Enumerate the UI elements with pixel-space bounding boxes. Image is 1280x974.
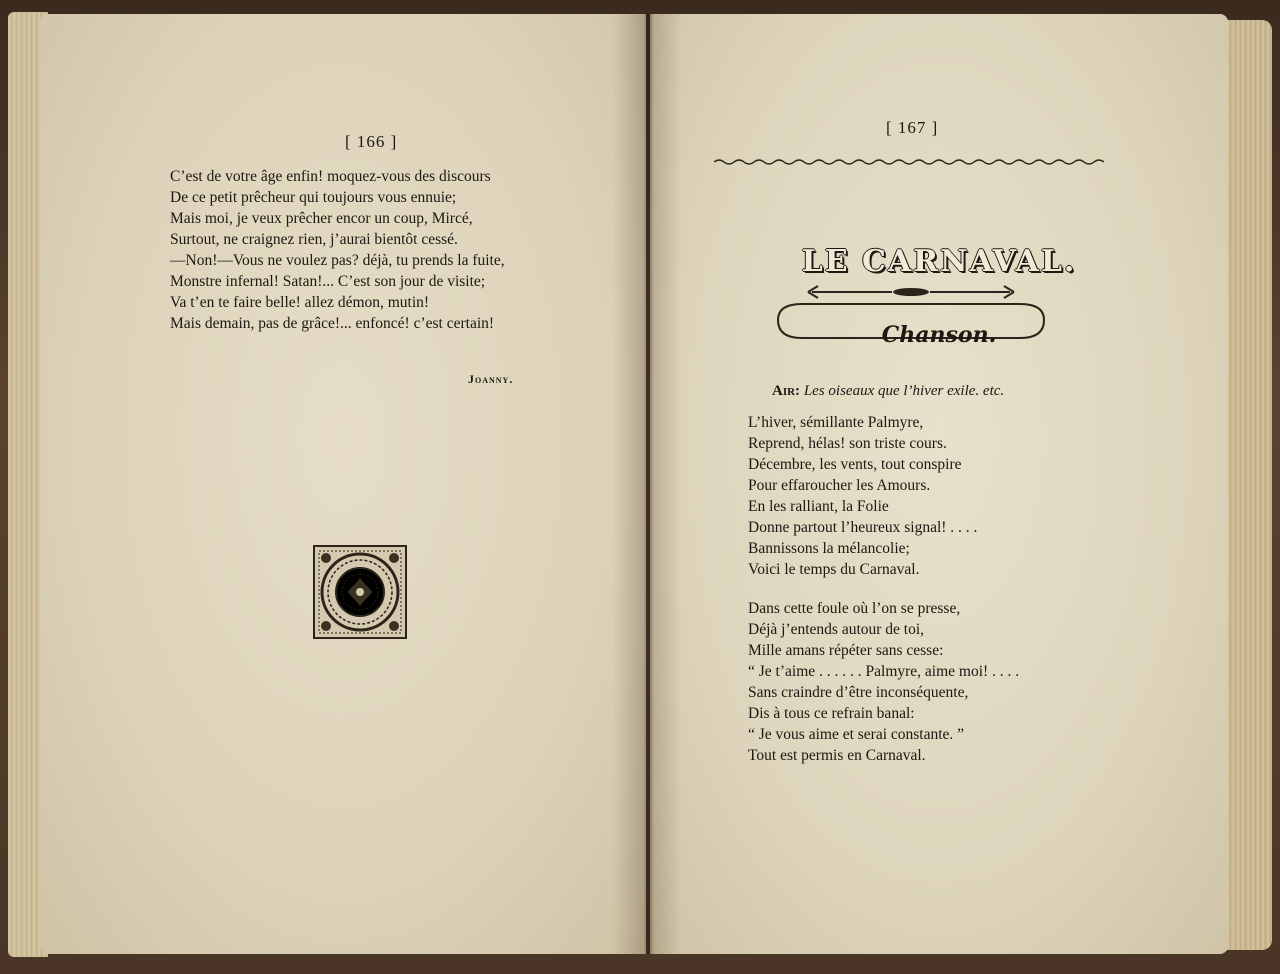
verse-line: Bannissons la mélancolie; — [748, 540, 910, 557]
verse-line: Dis à tous ce refrain banal: — [748, 705, 915, 722]
verse-line: Sans craindre d’être inconséquente, — [748, 684, 969, 701]
verse-line: Déjà j’entends autour de toi, — [748, 621, 925, 638]
verse-line: Dans cette foule où l’on se presse, — [748, 600, 961, 617]
verse-line: C’est de votre âge enfin! moquez-vous des discours — [170, 168, 491, 185]
verse-line: —Non!—Vous ne voulez pas? déjà, tu prends la fuite, — [170, 252, 505, 269]
verse-line: “ Je vous aime et serai constante. ” — [748, 726, 965, 743]
verse-line: Mille amans répéter sans cesse: — [748, 642, 944, 659]
verse-line: Voici le temps du Carnaval. — [748, 561, 920, 578]
stanza-2 — [748, 598, 1019, 766]
left-verse — [170, 166, 505, 334]
left-page — [40, 14, 646, 954]
verse-line: L’hiver, sémillante Palmyre, — [748, 414, 924, 431]
book-gutter — [612, 14, 682, 954]
page-number-left: [ 166 ] — [345, 132, 398, 151]
verse-line: Reprend, hélas! son triste cours. — [748, 435, 947, 452]
wavy-rule — [714, 154, 1104, 172]
verse-line: “ Je t’aime . . . . . . Palmyre, aime moi! . . . . — [748, 663, 1020, 680]
verse-line: Mais demain, pas de grâce!... enfoncé! c’est certain! — [170, 315, 495, 332]
verse-line: Donne partout l’heureux signal! . . . . — [748, 519, 978, 536]
verse-line: Surtout, ne craignez rien, j’aurai bientôt cessé. — [170, 231, 458, 248]
floral-medallion-ornament-icon — [312, 544, 408, 645]
verse-line: Va t’en te faire belle! allez démon, mutin! — [170, 294, 430, 311]
verse-line: Pour effaroucher les Amours. — [748, 477, 931, 494]
right-page — [650, 14, 1228, 954]
verse-line: En les ralliant, la Folie — [748, 498, 889, 515]
page-edges-right — [1222, 20, 1272, 950]
air-text: Les oiseaux que l’hiver exile. etc. — [803, 383, 1005, 399]
page-number-right: [ 167 ] — [886, 118, 939, 137]
air-label: Air: — [772, 383, 801, 399]
verse-line: De ce petit prêcheur qui toujours vous ennuie; — [170, 189, 457, 206]
author-signature: Joanny. — [468, 372, 514, 386]
song-subtitle: Chanson. — [881, 322, 997, 348]
air-indication — [772, 383, 1004, 400]
verse-line: Décembre, les vents, tout conspire — [748, 456, 962, 473]
stanza-1 — [748, 412, 977, 580]
verse-line: Tout est permis en Carnaval. — [748, 747, 926, 764]
song-title: LE CARNAVAL. — [801, 244, 1077, 279]
verse-line: Monstre infernal! Satan!... C’est son jour de visite; — [170, 273, 486, 290]
verse-line: Mais moi, je veux prêcher encor un coup, Mircé, — [170, 210, 473, 227]
